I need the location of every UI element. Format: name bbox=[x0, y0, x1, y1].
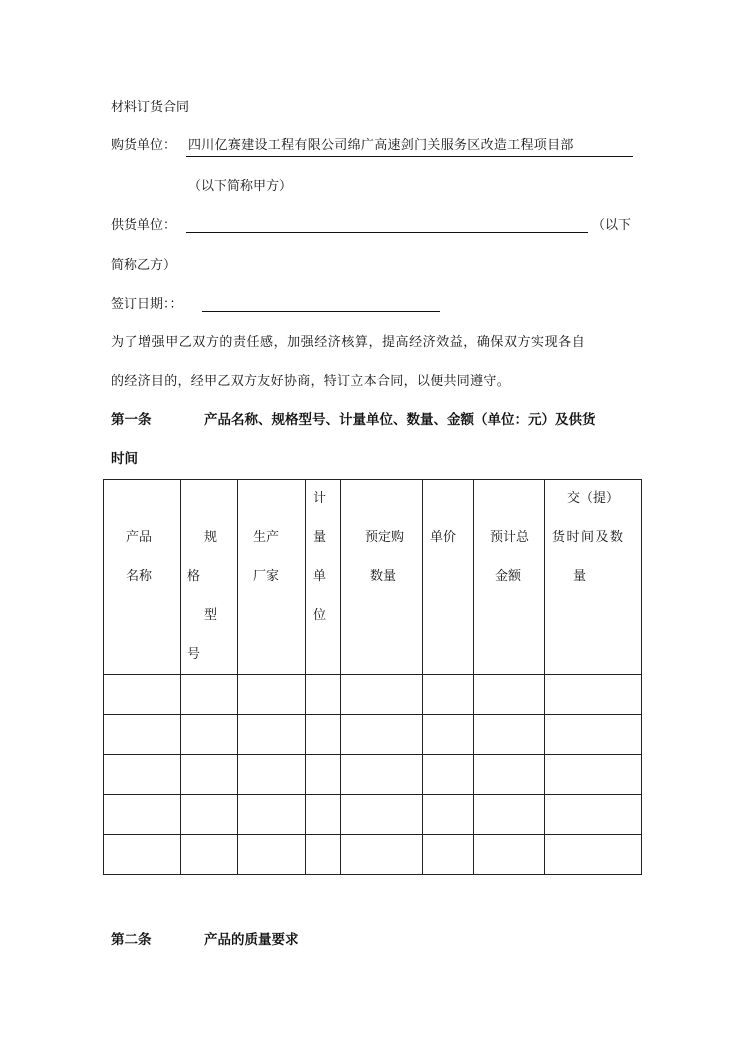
header-text: 型 bbox=[204, 608, 218, 623]
header-text: 生产 bbox=[253, 530, 280, 545]
header-text: 单 bbox=[313, 569, 327, 584]
header-planned-qty bbox=[341, 480, 423, 675]
header-text: 量 bbox=[573, 569, 587, 584]
table-cell[interactable] bbox=[181, 715, 238, 755]
table-cell[interactable] bbox=[474, 795, 545, 835]
supplier-label: 供货单位： bbox=[111, 218, 177, 233]
header-text: 金额 bbox=[495, 569, 522, 584]
table-cell[interactable] bbox=[238, 795, 306, 835]
header-text: 交（提） bbox=[567, 491, 620, 506]
table-row bbox=[104, 755, 642, 795]
table-cell[interactable] bbox=[545, 755, 642, 795]
table-cell[interactable] bbox=[341, 715, 423, 755]
table-cell[interactable] bbox=[423, 675, 474, 715]
article1-number: 第一条 bbox=[111, 412, 152, 428]
header-text: 号 bbox=[187, 647, 201, 662]
header-text: 位 bbox=[313, 608, 327, 623]
buyer-label: 购货单位： bbox=[111, 138, 177, 153]
header-unit bbox=[306, 480, 341, 675]
header-text: 单价 bbox=[430, 530, 457, 545]
table-cell[interactable] bbox=[181, 835, 238, 875]
buyer-abbr: （以下简称甲方） bbox=[188, 179, 293, 194]
table-cell[interactable] bbox=[341, 755, 423, 795]
table-cell[interactable] bbox=[181, 795, 238, 835]
table-cell[interactable] bbox=[238, 835, 306, 875]
table-cell[interactable] bbox=[341, 795, 423, 835]
header-text: 产品 bbox=[126, 530, 153, 545]
table-cell[interactable] bbox=[306, 835, 341, 875]
table-cell[interactable] bbox=[104, 795, 181, 835]
table-cell[interactable] bbox=[474, 675, 545, 715]
table-cell[interactable] bbox=[545, 835, 642, 875]
table-cell[interactable] bbox=[423, 795, 474, 835]
intro-line-2: 的经济目的，经甲乙双方友好协商，特订立本合同，以便共同遵守。 bbox=[111, 374, 511, 389]
product-table bbox=[103, 479, 642, 875]
table-cell[interactable] bbox=[545, 795, 642, 835]
table-cell[interactable] bbox=[341, 675, 423, 715]
table-cell[interactable] bbox=[423, 715, 474, 755]
article2-title: 产品的质量要求 bbox=[204, 932, 299, 948]
article1-title-line1: 产品名称、规格型号、计量单位、数量、金额（单位：元）及供货 bbox=[204, 412, 596, 428]
table-cell[interactable] bbox=[181, 675, 238, 715]
sign-date-field[interactable] bbox=[202, 311, 440, 312]
table-cell[interactable] bbox=[238, 755, 306, 795]
article2-number: 第二条 bbox=[111, 932, 152, 948]
table-cell[interactable] bbox=[306, 675, 341, 715]
doc-title: 材料订货合同 bbox=[111, 100, 190, 115]
table-row bbox=[104, 675, 642, 715]
header-text: 格 bbox=[187, 569, 201, 584]
header-unit-price bbox=[423, 480, 474, 675]
table-cell[interactable] bbox=[104, 755, 181, 795]
header-product-name bbox=[104, 480, 181, 675]
article1-title-line2: 时间 bbox=[111, 451, 138, 467]
table-cell[interactable] bbox=[104, 715, 181, 755]
buyer-value: 四川亿赛建设工程有限公司绵广高速剑门关服务区改造工程项目部 bbox=[188, 138, 574, 153]
table-row bbox=[104, 795, 642, 835]
table-cell[interactable] bbox=[306, 795, 341, 835]
table-cell[interactable] bbox=[306, 755, 341, 795]
header-text: 规 bbox=[204, 530, 218, 545]
table-cell[interactable] bbox=[545, 715, 642, 755]
header-text: 计 bbox=[313, 491, 327, 506]
supplier-field[interactable] bbox=[186, 232, 588, 233]
table-row bbox=[104, 715, 642, 755]
table-row bbox=[104, 835, 642, 875]
intro-line-1: 为了增强甲乙双方的责任感，加强经济核算，提高经济效益，确保双方实现各自 bbox=[111, 335, 586, 350]
table-header-row bbox=[104, 480, 642, 675]
header-manufacturer bbox=[238, 480, 306, 675]
header-text: 名称 bbox=[126, 569, 153, 584]
buyer-underline bbox=[186, 156, 633, 157]
table-cell[interactable] bbox=[238, 675, 306, 715]
table-cell[interactable] bbox=[474, 715, 545, 755]
header-text: 厂家 bbox=[253, 569, 280, 584]
header-text: 预定购 bbox=[365, 530, 405, 545]
table-cell[interactable] bbox=[474, 755, 545, 795]
header-text: 量 bbox=[313, 530, 327, 545]
table-cell[interactable] bbox=[341, 835, 423, 875]
table-cell[interactable] bbox=[104, 675, 181, 715]
table-cell[interactable] bbox=[104, 835, 181, 875]
sign-date-label: 签订日期：： bbox=[111, 297, 183, 312]
table-cell[interactable] bbox=[474, 835, 545, 875]
table-cell[interactable] bbox=[238, 715, 306, 755]
table-cell[interactable] bbox=[545, 675, 642, 715]
header-total-estimate bbox=[474, 480, 545, 675]
table-cell[interactable] bbox=[181, 755, 238, 795]
supplier-abbr-part1: （以下 bbox=[592, 218, 632, 233]
table-cell[interactable] bbox=[423, 755, 474, 795]
header-text: 货时间及数 bbox=[552, 530, 625, 545]
header-spec-model bbox=[181, 480, 238, 675]
table-cell[interactable] bbox=[423, 835, 474, 875]
header-text: 预计总 bbox=[490, 530, 530, 545]
header-delivery bbox=[545, 480, 642, 675]
supplier-abbr-part2: 简称乙方） bbox=[111, 258, 177, 273]
header-text: 数量 bbox=[370, 569, 397, 584]
table-cell[interactable] bbox=[306, 715, 341, 755]
